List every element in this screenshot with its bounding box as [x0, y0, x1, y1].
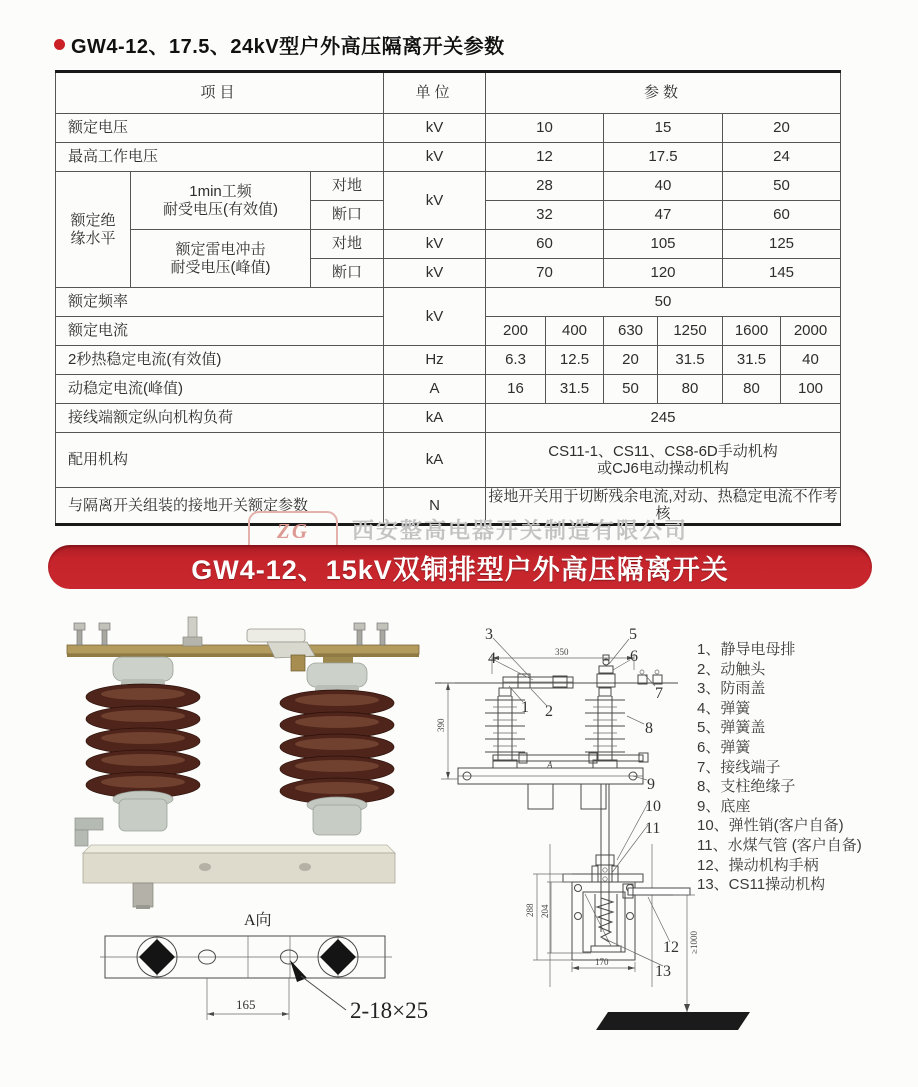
parameter-table	[55, 70, 841, 526]
row-label: 接线端额定纵向机构负荷	[56, 404, 384, 433]
a-view-drawing	[100, 908, 490, 1053]
table-row	[56, 172, 841, 201]
param-value: 50	[486, 288, 841, 317]
svg-text:5: 5	[629, 626, 637, 643]
unit-cell: A	[384, 375, 486, 404]
svg-text:3: 3	[485, 626, 493, 643]
unit-cell: kV	[384, 288, 486, 346]
svg-text:204: 204	[540, 904, 550, 918]
param-value: 60	[486, 230, 604, 259]
row-label-insulation: 额定绝 缘水平	[56, 172, 131, 288]
parts-list-item: 5、弹簧盖	[697, 719, 766, 737]
param-value: 2000	[781, 317, 841, 346]
table-row	[56, 433, 841, 488]
param-value: 40	[781, 346, 841, 375]
param-value: 40	[604, 172, 723, 201]
insulator-right	[280, 663, 394, 835]
callout-numbers	[485, 626, 679, 980]
sub-label: 对地	[311, 172, 384, 201]
page-title	[54, 30, 505, 59]
parts-list-item: 8、支柱绝缘子	[697, 778, 796, 796]
param-value: 50	[604, 375, 658, 404]
company-watermark: 西安整高电器开关制造有限公司	[352, 518, 689, 543]
bullet-icon	[54, 39, 65, 50]
parts-list-item: 1、静导电母排	[697, 641, 796, 658]
param-value: 31.5	[546, 375, 604, 404]
table-row	[56, 114, 841, 143]
param-value: 1250	[658, 317, 723, 346]
svg-text:4: 4	[488, 650, 496, 667]
param-value: 400	[546, 317, 604, 346]
row-label: 配用机构	[56, 433, 384, 488]
param-value: 47	[604, 201, 723, 230]
a-view-label: A向	[244, 912, 272, 929]
svg-text:12: 12	[663, 939, 679, 956]
unit-cell: kA	[384, 404, 486, 433]
svg-text:9: 9	[647, 776, 655, 793]
param-value: 125	[723, 230, 841, 259]
section-banner-text: GW4-12、15kV双铜排型户外高压隔离开关	[191, 554, 729, 585]
parts-list-item: 12、操动机构手柄	[697, 856, 819, 874]
svg-text:≥1000: ≥1000	[689, 931, 699, 954]
row-label: 额定电压	[56, 114, 384, 143]
param-value: 50	[723, 172, 841, 201]
table-row	[56, 143, 841, 172]
param-value: 28	[486, 172, 604, 201]
table-row	[56, 375, 841, 404]
param-value: 105	[604, 230, 723, 259]
insulator-left	[86, 657, 200, 831]
param-value: 12.5	[546, 346, 604, 375]
param-value: 200	[486, 317, 546, 346]
param-value: 20	[604, 346, 658, 375]
svg-text:288: 288	[525, 903, 535, 917]
param-value: 32	[486, 201, 604, 230]
param-value: 70	[486, 259, 604, 288]
table-row	[56, 288, 841, 317]
svg-text:390: 390	[436, 718, 446, 732]
param-value: 16	[486, 375, 546, 404]
unit-cell: Hz	[384, 346, 486, 375]
sub-label: 断口	[311, 201, 384, 230]
parts-list-item: 13、CS11操动机构	[697, 876, 826, 894]
svg-text:7: 7	[655, 685, 663, 702]
svg-text:11: 11	[645, 820, 661, 837]
param-value: 100	[781, 375, 841, 404]
param-value: 80	[723, 375, 781, 404]
base-channel	[458, 768, 643, 809]
svg-text:1: 1	[521, 699, 529, 716]
svg-text:8: 8	[645, 720, 653, 737]
conductor-arm	[435, 655, 678, 688]
param-value: 17.5	[604, 143, 723, 172]
parts-list-item: 10、弹性销(客户自备)	[697, 817, 844, 835]
header-item: 项目	[56, 72, 384, 114]
svg-text:2-18×25: 2-18×25	[350, 998, 429, 1023]
param-value: 12	[486, 143, 604, 172]
unit-cell: kV	[384, 259, 486, 288]
param-value: 24	[723, 143, 841, 172]
param-value: 10	[486, 114, 604, 143]
unit-cell: kV	[384, 230, 486, 259]
row-label: 动稳定电流(峰值)	[56, 375, 384, 404]
header-unit: 单位	[384, 72, 486, 114]
param-value: 接地开关用于切断残余电流,对动、热稳定电流不作考核	[486, 488, 841, 525]
row-label-impulse: 额定雷电冲击 耐受电压(峰值)	[131, 230, 311, 288]
linkage-bar	[493, 753, 648, 770]
param-value: 31.5	[658, 346, 723, 375]
svg-text:2: 2	[545, 703, 553, 720]
parts-list-item: 6、弹簧	[697, 738, 751, 756]
svg-text:A: A	[547, 760, 553, 770]
company-logo: ZG	[248, 511, 338, 557]
unit-cell: kV	[384, 143, 486, 172]
table-row	[56, 404, 841, 433]
sub-label: 断口	[311, 259, 384, 288]
param-value: 20	[723, 114, 841, 143]
param-value: 120	[604, 259, 723, 288]
unit-cell: kA	[384, 433, 486, 488]
table-row	[56, 346, 841, 375]
param-value: 80	[658, 375, 723, 404]
table-row	[56, 230, 841, 259]
hole-callout	[290, 960, 428, 1023]
svg-text:13: 13	[655, 963, 671, 980]
parts-list-item: 4、弹簧	[697, 699, 751, 717]
row-label: 2秒热稳定电流(有效值)	[56, 346, 384, 375]
svg-text:165: 165	[236, 997, 256, 1012]
row-label: 额定电流	[56, 317, 384, 346]
section-banner	[48, 545, 872, 589]
svg-text:10: 10	[645, 798, 661, 815]
svg-text:6: 6	[630, 648, 638, 665]
param-value: 31.5	[723, 346, 781, 375]
param-value: 15	[604, 114, 723, 143]
param-value: 1600	[723, 317, 781, 346]
parts-list-item: 9、底座	[697, 797, 751, 815]
row-label-power-freq: 1min工频 耐受电压(有效值)	[131, 172, 311, 230]
ground-bracket	[75, 818, 103, 846]
a-view-dimension	[207, 978, 289, 1020]
param-value: 630	[604, 317, 658, 346]
parts-list-item: 3、防雨盖	[697, 680, 766, 698]
unit-cell: kV	[384, 172, 486, 230]
parts-list	[697, 640, 917, 895]
table-header-row	[56, 72, 841, 114]
unit-cell: N	[384, 488, 486, 525]
param-value: 245	[486, 404, 841, 433]
ground-symbol	[596, 1012, 750, 1030]
svg-text:170: 170	[595, 957, 609, 967]
parts-list-item: 2、动触头	[697, 660, 766, 678]
sub-label: 对地	[311, 230, 384, 259]
insulator-right-outline	[585, 688, 625, 768]
svg-text:350: 350	[555, 647, 569, 657]
parts-list-item: 11、水煤气管 (客户自备)	[697, 836, 862, 854]
unit-cell: kV	[384, 114, 486, 143]
param-value: 145	[723, 259, 841, 288]
row-label: 额定频率	[56, 288, 384, 317]
param-value: 60	[723, 201, 841, 230]
param-value: CS11-1、CS11、CS8-6D手动机构 或CJ6电动操动机构	[486, 433, 841, 488]
header-param: 参数	[486, 72, 841, 114]
row-label: 最高工作电压	[56, 143, 384, 172]
page-title-text: GW4-12、17.5、24kV型户外高压隔离开关参数	[71, 36, 505, 58]
parts-list-item: 7、接线端子	[697, 758, 781, 776]
param-value: 6.3	[486, 346, 546, 375]
product-photo	[55, 615, 435, 910]
row-label: 与隔离开关组装的接地开关额定参数	[56, 488, 384, 525]
base-plate	[83, 845, 395, 909]
